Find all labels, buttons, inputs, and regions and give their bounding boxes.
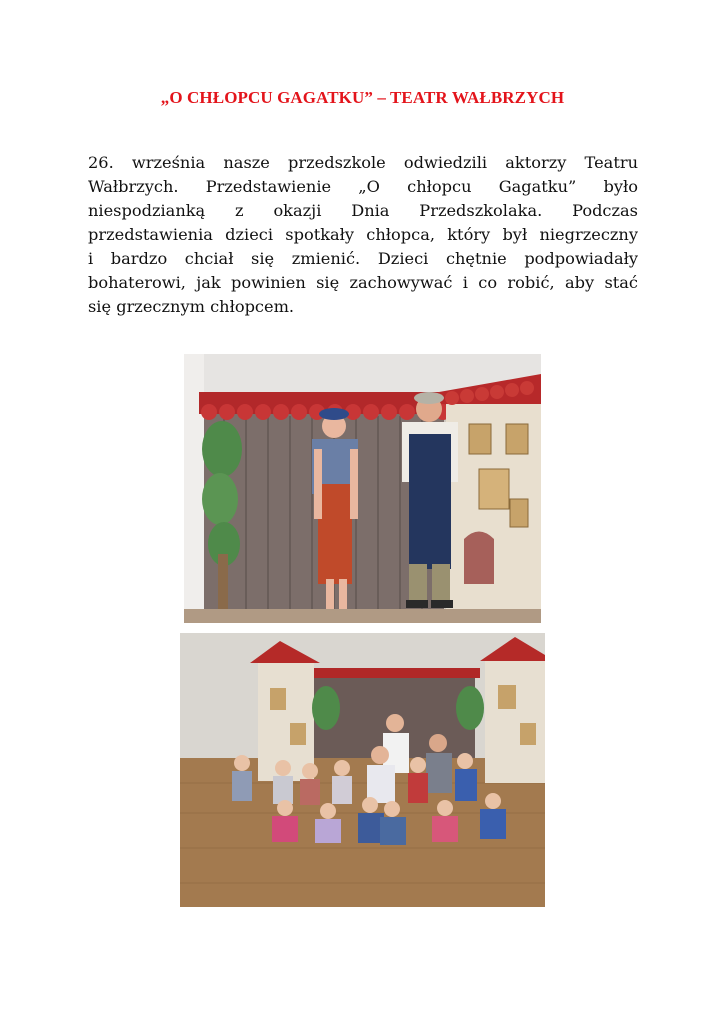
paragraph-line: przedstawienia dzieci spotkały chłopca, który był niegrzeczny: [88, 225, 638, 244]
paragraph-line: Wałbrzych. Przedstawienie „O chłopcu Gagatku” było: [88, 177, 638, 196]
paragraph-line: 26. września nasze przedszkole odwiedzili aktorzy Teatru: [88, 153, 638, 172]
stage-performance-photo: [184, 354, 541, 623]
paragraph-line: niespodzianką z okazji Dnia Przedszkolaka. Podczas: [88, 201, 638, 220]
paragraph-line: bohaterowi, jak powinien się zachowywać i co robić, aby stać: [88, 273, 638, 292]
paragraph-line: i bardzo chciał się zmienić. Dzieci chętnie podpowiadały: [88, 249, 638, 268]
children-group-photo: [180, 633, 545, 907]
body-paragraph: [88, 151, 638, 319]
page-title: „O CHŁOPCU GAGATKU” – TEATR WAŁBRZYCH: [160, 88, 565, 107]
paragraph-line: się grzecznym chłopcem.: [88, 297, 295, 316]
